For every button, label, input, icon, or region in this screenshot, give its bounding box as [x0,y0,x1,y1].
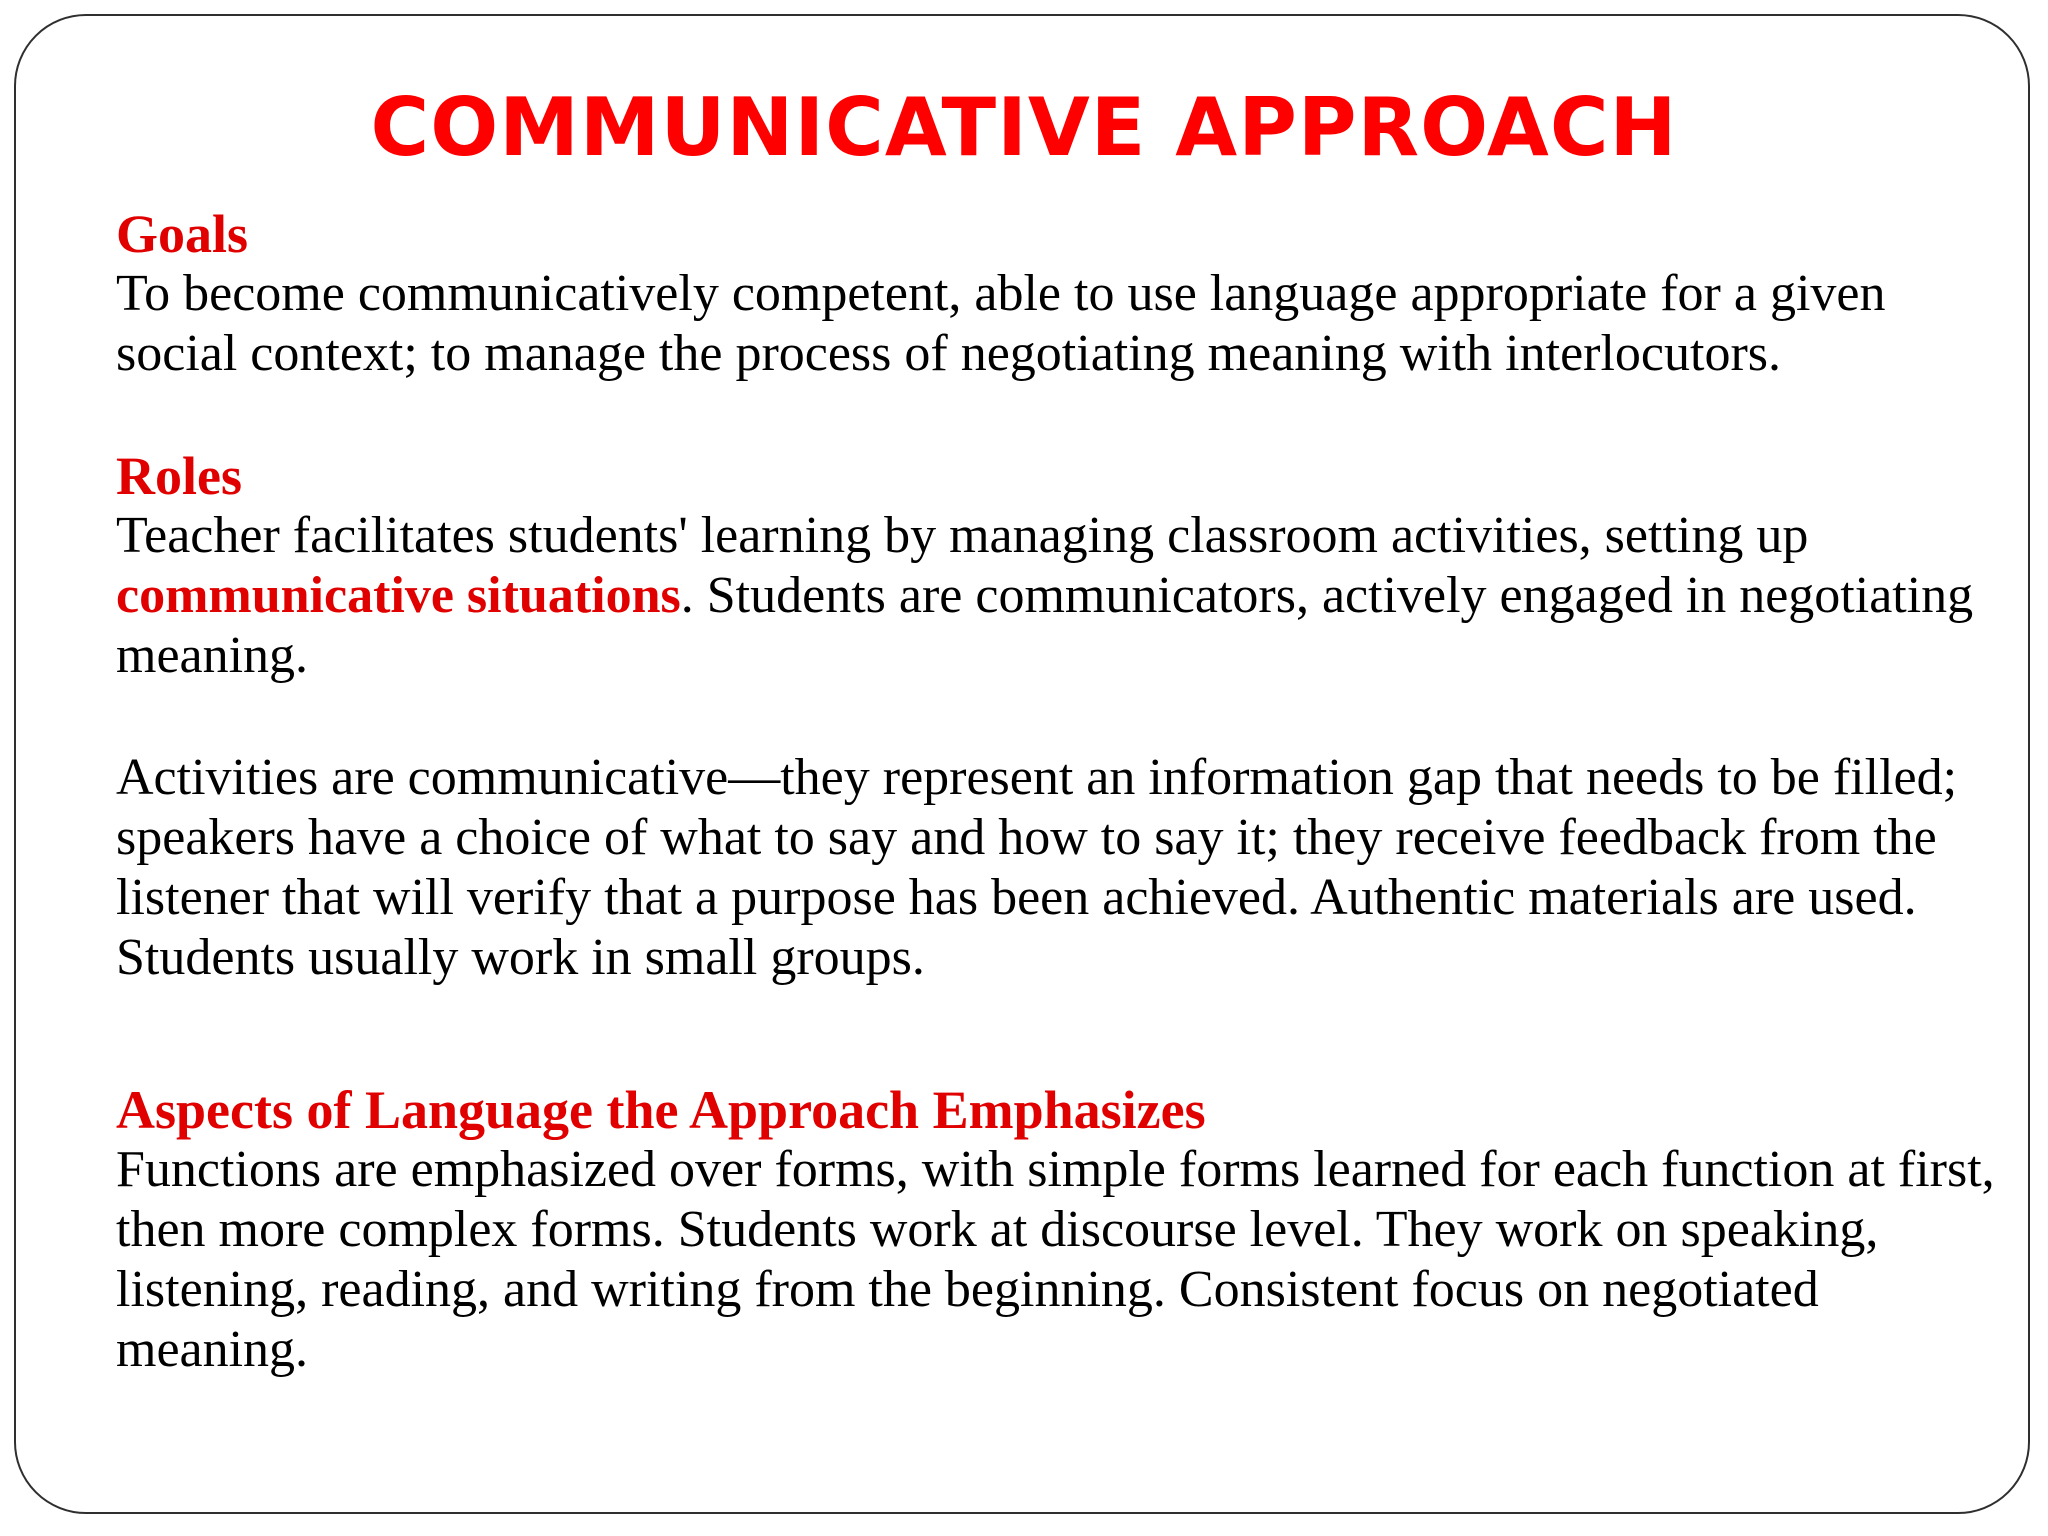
roles-text-end: . Students are communicators, actively engaged in negotiating meaning. [116,567,1974,684]
roles-section [116,446,2006,686]
goals-text: To become communicatively competent, able to use language appropriate for a given social context; to manage the process of negotiating meaning with interlocutors. [116,265,1886,382]
aspects-heading: Aspects of Language the Approach Emphasizes [116,1080,1206,1140]
goals-heading: Goals [116,204,249,264]
activities-text: Activities are communicative—they represent an information gap that needs to be filled; speakers have a choice of what to say and how to say it; they receive feedback from the listener that will verify that a purpose has been achieved. Authentic materials are used. Students usually work in small groups. [116,749,1958,986]
roles-text [116,506,2006,686]
slide-title: COMMUNICATIVE APPROACH [370,81,1678,174]
communicative-situations-highlight: communicative situations [116,567,681,624]
roles-text-start: Teacher facilitates students' learning by managing classroom activities, setting up [116,507,1809,564]
aspects-text: Functions are emphasized over forms, with simple forms learned for each function at first, then more complex forms. Students work at discourse level. They work on speaking, listening, reading, and writing from the beginning. Consistent focus on negotiated meaning. [116,1141,1995,1378]
activities-section [116,748,2006,988]
roles-heading: Roles [116,446,242,506]
slide-content [116,204,2006,1380]
goals-section [116,204,2006,384]
aspects-section [116,1080,2006,1380]
